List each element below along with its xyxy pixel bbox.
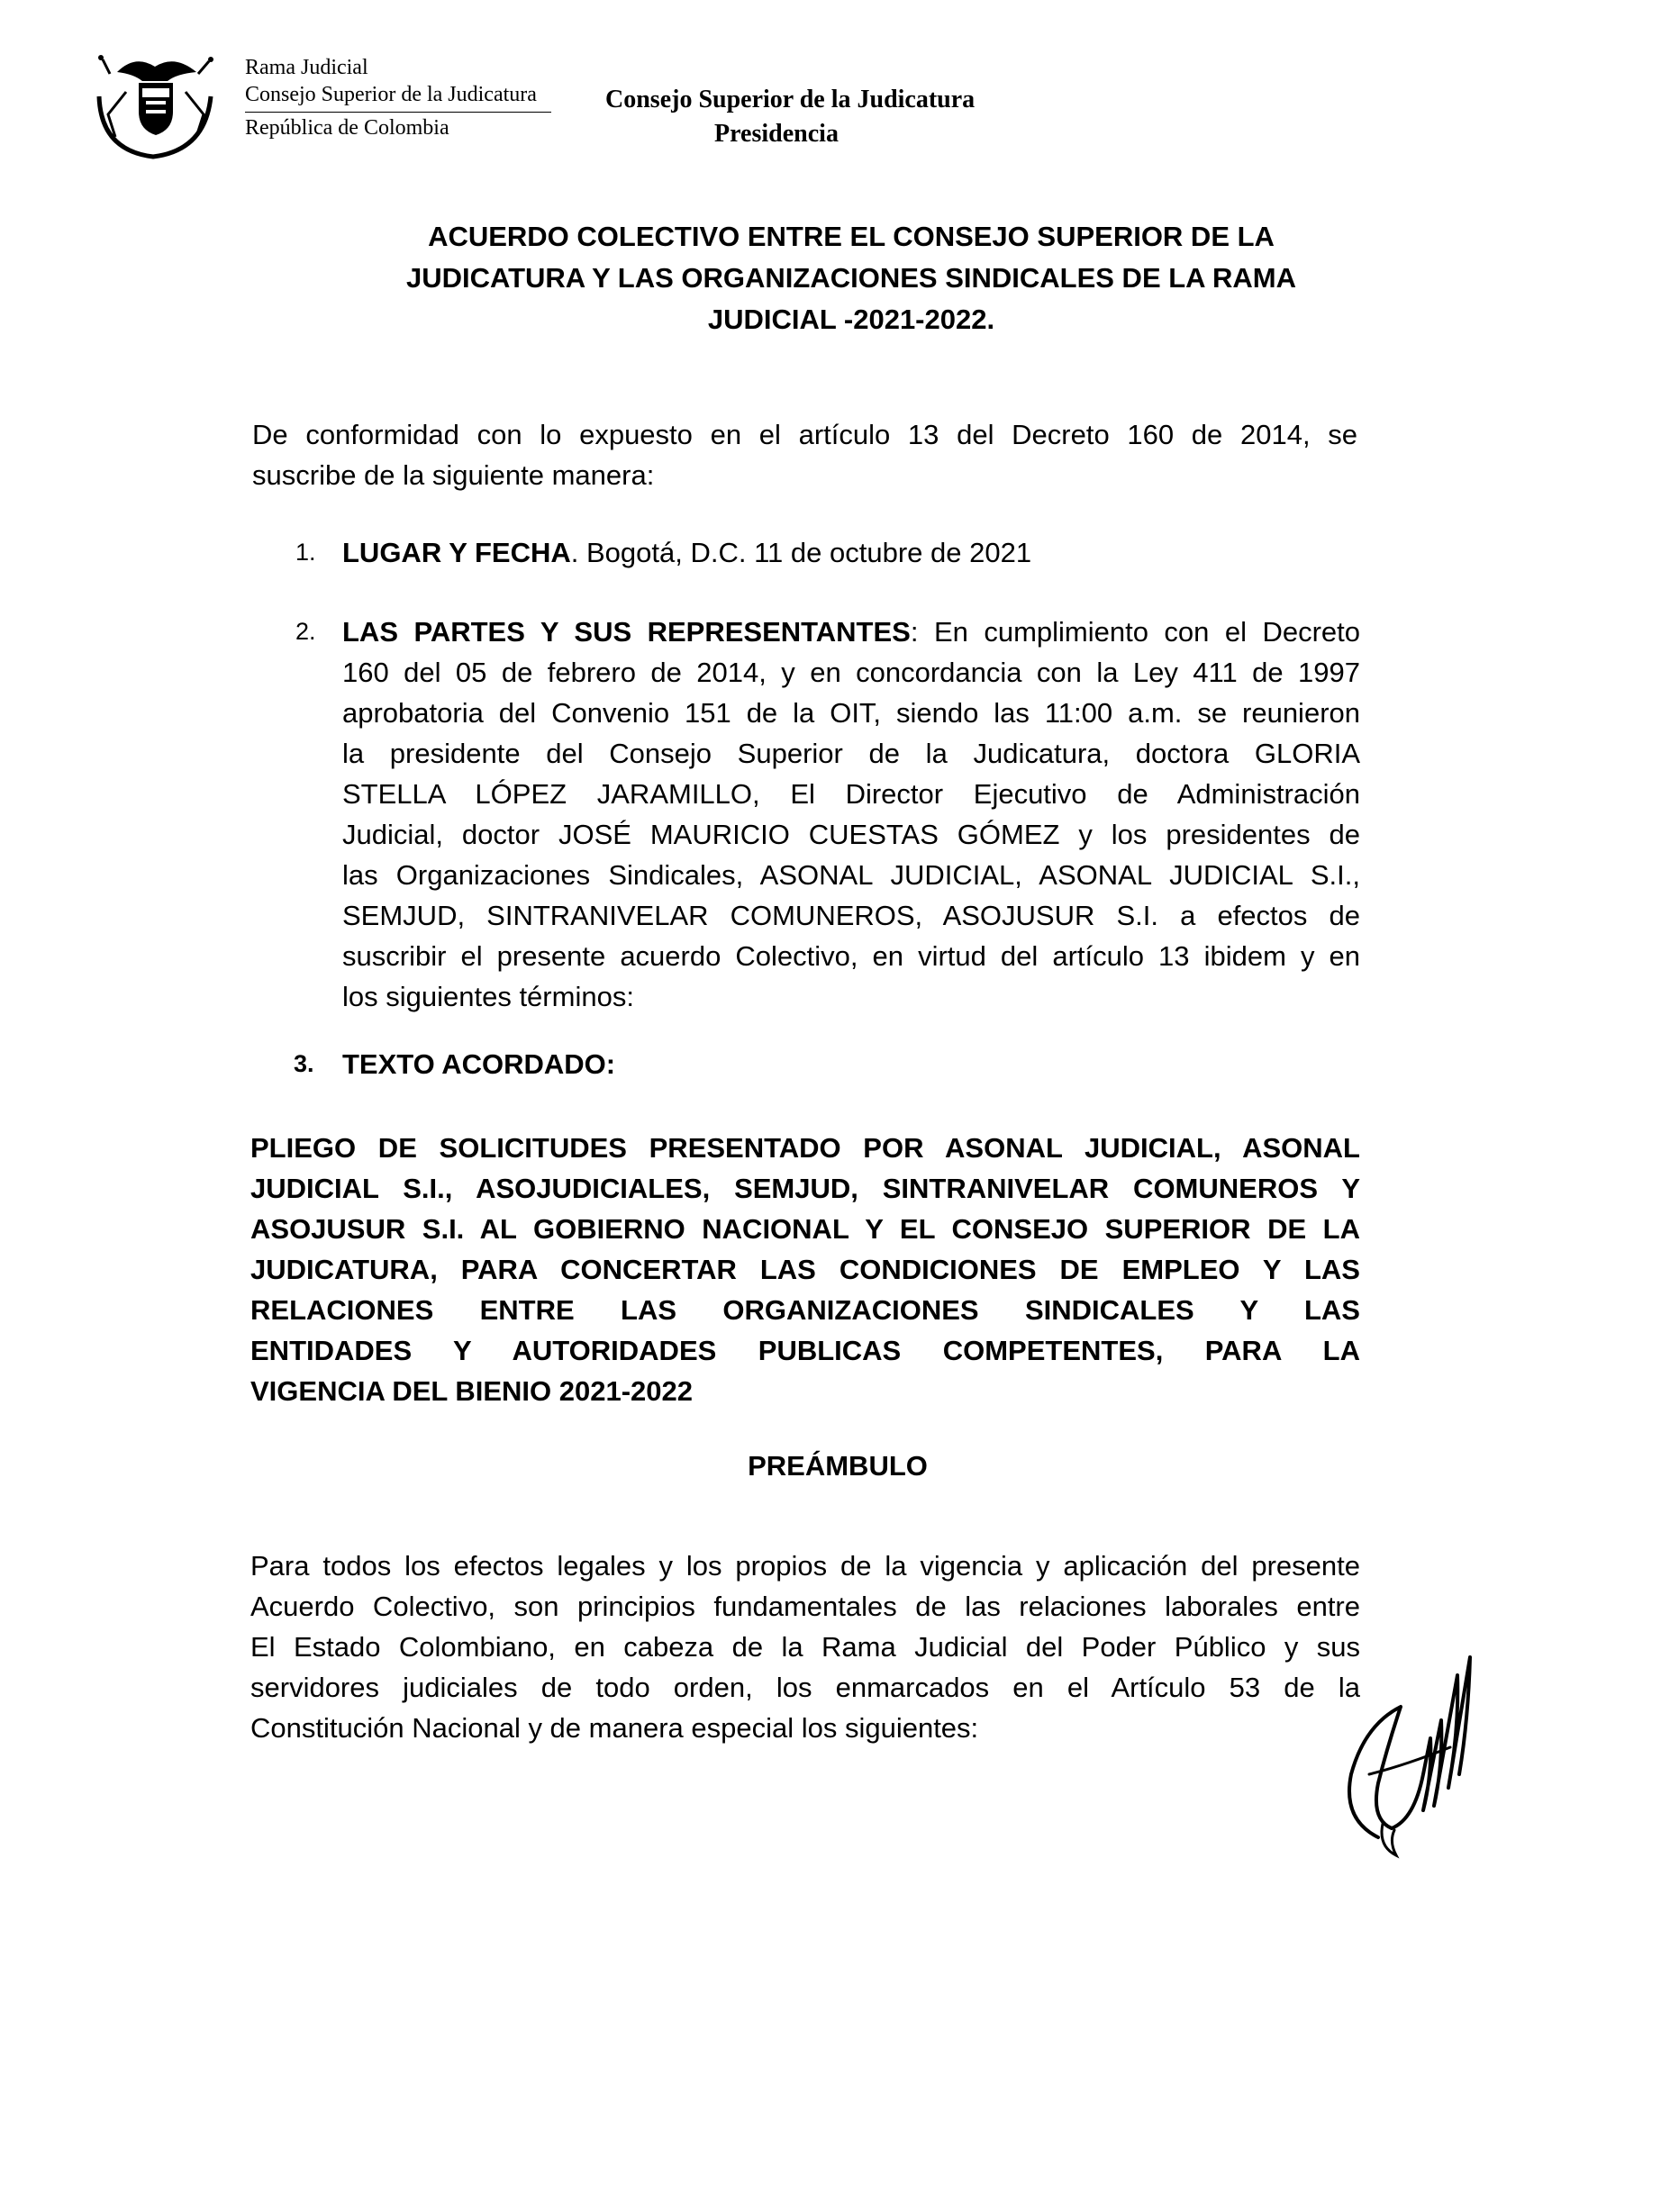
paragraph-line: PLIEGO DE SOLICITUDES PRESENTADO POR ASONAL JUDICIAL, ASONAL (250, 1132, 1360, 1164)
paragraph-line: JUDICIAL S.I., ASOJUDICIALES, SEMJUD, SINTRANIVELAR COMUNEROS Y (250, 1173, 1360, 1204)
paragraph-line: 160 del 05 de febrero de 2014, y en concordancia con la Ley 411 de 1997 (342, 657, 1360, 688)
title-line: JUDICATURA Y LAS ORGANIZACIONES SINDICALES DE LA RAMA (405, 262, 1297, 294)
document-title (270, 216, 1432, 340)
paragraph-line: ENTIDADES Y AUTORIDADES PUBLICAS COMPETENTES, PARA LA (250, 1335, 1360, 1366)
list-item-place-date (342, 532, 1360, 573)
item-text: : En cumplimiento con el Decreto (910, 616, 1361, 648)
paragraph-line: la presidente del Consejo Superior de la Judicatura, doctora GLORIA (342, 738, 1360, 769)
paragraph-line: aprobatoria del Convenio 151 de la OIT, siendo las 11:00 a.m. se reunieron (342, 697, 1360, 729)
paragraph-line: RELACIONES ENTRE LAS ORGANIZACIONES SINDICALES Y LAS (250, 1294, 1360, 1326)
paragraph-line (342, 612, 1360, 652)
list-item-parties (342, 612, 1360, 1017)
title-line: JUDICIAL -2021-2022. (707, 304, 995, 335)
paragraph-line: las Organizaciones Sindicales, ASONAL JUDICIAL, ASONAL JUDICIAL S.I., (342, 859, 1360, 891)
item-heading: LUGAR Y FECHA (342, 537, 571, 568)
preamble-title: PREÁMBULO (748, 1450, 928, 1482)
list-number: 3. (294, 1050, 314, 1077)
paragraph-line: Para todos los efectos legales y los propios de la vigencia y aplicación del presente (250, 1550, 1360, 1582)
header-divider (245, 112, 551, 113)
list-number: 2. (295, 618, 316, 645)
coat-of-arms-icon (90, 47, 225, 164)
item-text: . Bogotá, D.C. 11 de octubre de 2021 (570, 537, 1032, 568)
paragraph-line: suscribir el presente acuerdo Colectivo, en virtud del artículo 13 ibidem y en (342, 940, 1360, 972)
paragraph-line: El Estado Colombiano, en cabeza de la Rama Judicial del Poder Público y sus (250, 1631, 1360, 1663)
header-branch-name: Rama Judicial (245, 56, 368, 79)
petition-heading-block (250, 1128, 1360, 1411)
paragraph-line: Constitución Nacional y de manera especial los siguientes: (250, 1712, 979, 1744)
paragraph-line: suscribe de la siguiente manera: (252, 459, 655, 491)
title-line: ACUERDO COLECTIVO ENTRE EL CONSEJO SUPERIOR DE LA (428, 221, 1275, 252)
paragraph-line: ASOJUSUR S.I. AL GOBIERNO NACIONAL Y EL CONSEJO SUPERIOR DE LA (250, 1213, 1360, 1245)
header-office-block (605, 83, 976, 151)
header-office-name: Consejo Superior de la Judicatura (605, 86, 976, 113)
handwritten-signature-icon (1315, 1639, 1477, 1864)
preamble-paragraph (250, 1546, 1360, 1748)
paragraph-line: SEMJUD, SINTRANIVELAR COMUNEROS, ASOJUSUR S.I. a efectos de (342, 900, 1360, 931)
paragraph-line: JUDICATURA, PARA CONCERTAR LAS CONDICIONES DE EMPLEO Y LAS (250, 1254, 1360, 1285)
paragraph-line: Judicial, doctor JOSÉ MAURICIO CUESTAS GÓMEZ y los presidentes de (342, 819, 1360, 850)
paragraph-line: VIGENCIA DEL BIENIO 2021-2022 (250, 1375, 694, 1407)
list-number: 1. (295, 539, 316, 566)
header-institution-block (245, 54, 551, 141)
paragraph-line: Acuerdo Colectivo, son principios fundamentales de las relaciones laborales entre (250, 1591, 1360, 1622)
paragraph-line: STELLA LÓPEZ JARAMILLO, El Director Ejecutivo de Administración (342, 778, 1360, 810)
paragraph-line: servidores judiciales de todo orden, los enmarcados en el Artículo 53 de la (250, 1672, 1360, 1703)
header-office-division: Presidencia (714, 120, 839, 148)
item-heading: LAS PARTES Y SUS REPRESENTANTES (342, 616, 911, 648)
paragraph-line: los siguientes términos: (342, 981, 634, 1012)
list-item-agreed-text: TEXTO ACORDADO: (342, 1048, 616, 1080)
intro-paragraph (252, 414, 1357, 495)
header-country-name: República de Colombia (245, 116, 449, 140)
paragraph-line: De conformidad con lo expuesto en el artículo 13 del Decreto 160 de 2014, se (252, 419, 1357, 450)
header-council-name: Consejo Superior de la Judicatura (245, 83, 537, 106)
